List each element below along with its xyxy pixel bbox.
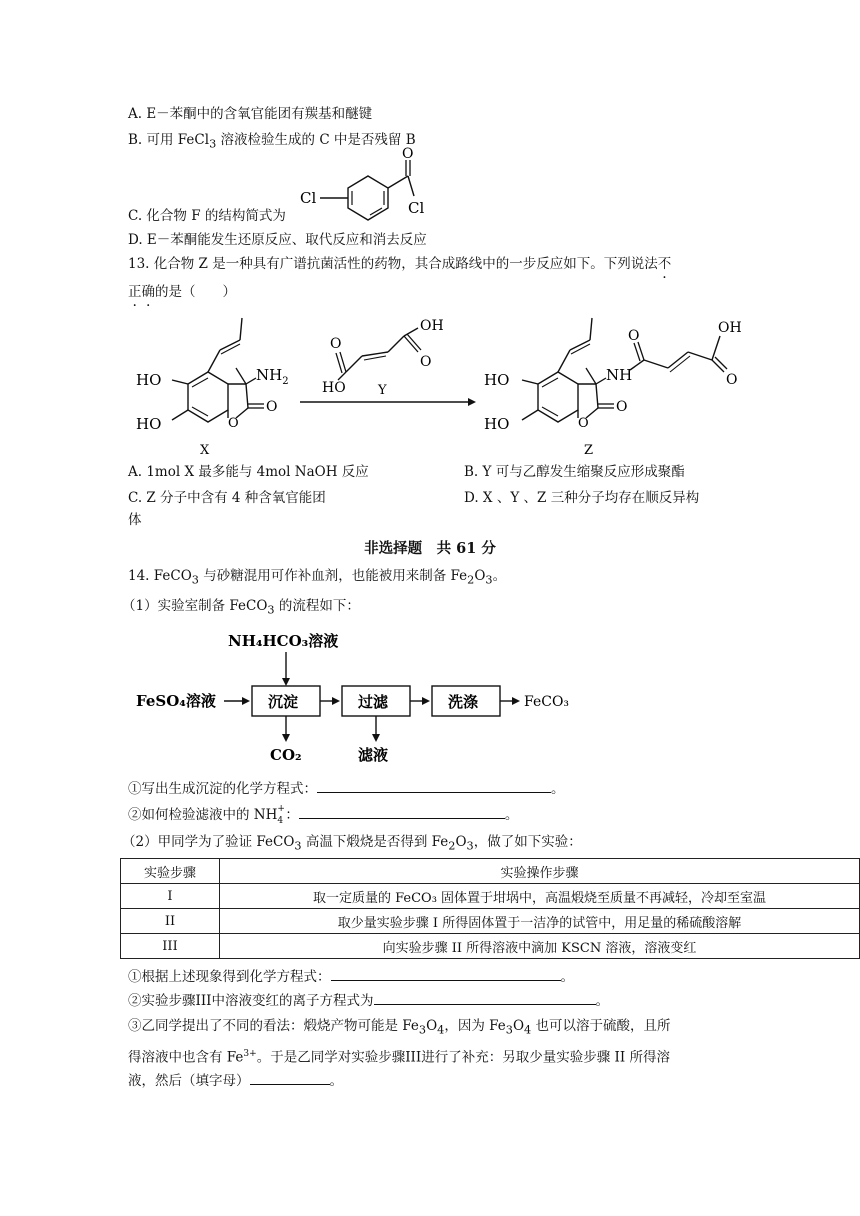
bond xyxy=(338,372,346,380)
table-header: 实验操作步骤 xyxy=(220,859,860,884)
o-label: O xyxy=(228,416,239,431)
box-label: 沉淀 xyxy=(268,693,299,711)
o-label: O xyxy=(330,336,342,352)
q13-option-a: A. 1mol X 最多能与 4mol NaOH 反应 xyxy=(128,464,369,480)
arrowhead xyxy=(332,697,340,705)
text: 。 xyxy=(504,807,519,823)
subscript: 3 xyxy=(505,1023,513,1037)
experiment-table xyxy=(120,858,860,959)
emphasis-char: 正 xyxy=(128,284,142,300)
text: 14. FeCO xyxy=(128,568,192,584)
bond xyxy=(715,357,727,369)
bond xyxy=(172,380,188,384)
ho-label: HO xyxy=(136,371,162,389)
q14-1-2 xyxy=(128,804,518,825)
answer-blank[interactable] xyxy=(331,966,561,981)
ho-label: HO xyxy=(484,371,510,389)
answer-blank[interactable] xyxy=(250,1070,330,1085)
table-header-row xyxy=(121,859,860,884)
q14-part1-intro xyxy=(122,596,360,621)
bond xyxy=(630,360,644,370)
text: 得溶液中也含有 Fe xyxy=(128,1049,244,1066)
text: ②如何检验滤液中的 NH xyxy=(128,807,278,823)
table-header: 实验步骤 xyxy=(121,859,220,884)
subscript: 3 xyxy=(191,573,199,587)
text: O xyxy=(512,1018,525,1034)
text: ③乙同学提出了不同的看法：煅烧产物可能是 Fe xyxy=(128,1018,419,1034)
text: O xyxy=(426,1018,438,1034)
o-label: O xyxy=(726,372,738,388)
answer-blank[interactable] xyxy=(317,778,551,793)
o-label: O xyxy=(628,328,640,344)
q14-1-1 xyxy=(128,778,565,799)
bond xyxy=(246,384,248,408)
subscript: 2 xyxy=(467,573,475,587)
q14-part2-intro xyxy=(122,832,582,857)
table-cell: I xyxy=(121,884,220,909)
flow-diagram xyxy=(128,624,588,770)
cl-label: Cl xyxy=(300,189,317,207)
nh2-label xyxy=(256,366,289,387)
ho-label: HO xyxy=(322,380,346,396)
arrowhead xyxy=(282,678,290,686)
text: ，做了如下实验： xyxy=(473,834,582,850)
q14-2-3-line3 xyxy=(128,1070,343,1091)
bond xyxy=(590,318,592,340)
bond xyxy=(172,410,188,420)
filtrate-label: 滤液 xyxy=(358,746,389,764)
arrowhead xyxy=(468,398,476,406)
text: ②实验步骤III中溶液变红的离子方程式为 xyxy=(128,993,374,1009)
superscript: + xyxy=(277,804,285,814)
o-label: O xyxy=(402,146,414,162)
box-label: 过滤 xyxy=(358,693,389,711)
oh-label: OH xyxy=(420,318,444,334)
q12-option-b xyxy=(128,130,416,155)
q13-stem-text: 13. 化合物 Z 是一种具有广谱抗菌活性的药物，其合成路线中的一步反应如下。下列说法 xyxy=(128,256,658,272)
label-y: Y xyxy=(378,383,387,398)
bond xyxy=(558,350,570,372)
q13-stem-line2 xyxy=(128,282,236,302)
bond xyxy=(712,360,724,372)
label-z: Z xyxy=(584,443,594,458)
text: 。 xyxy=(595,993,609,1009)
text: O xyxy=(474,568,486,584)
text: 。 xyxy=(560,969,574,985)
bond xyxy=(246,378,256,384)
text: 。 xyxy=(492,568,507,584)
bond xyxy=(522,410,538,420)
subscript: 2 xyxy=(282,376,289,387)
subscript: 3 xyxy=(485,573,493,587)
o-label: O xyxy=(616,399,628,415)
text: 高温下煅烧是否得到 Fe xyxy=(301,834,449,850)
bond xyxy=(236,368,246,384)
ho-label: HO xyxy=(484,415,510,433)
arrowhead xyxy=(242,697,250,705)
subscript: 3 xyxy=(294,839,302,853)
bond xyxy=(408,176,414,196)
reagent-label: NH₄HCO₃溶液 xyxy=(228,632,339,650)
reaction-scheme xyxy=(128,312,768,462)
arrowhead xyxy=(512,697,520,705)
table-cell: II xyxy=(121,909,220,934)
arrowhead xyxy=(422,697,430,705)
text: ，因为 Fe xyxy=(444,1018,506,1034)
q13-option-c: C. Z 分子中含有 4 种含氧官能团 xyxy=(128,490,326,506)
bond xyxy=(522,380,538,384)
bond xyxy=(644,360,668,368)
bond xyxy=(388,176,408,188)
cl-label: Cl xyxy=(408,199,425,217)
table-row xyxy=(121,884,860,909)
structure-f xyxy=(290,146,440,226)
subscript: 3 xyxy=(466,839,474,853)
o-label: O xyxy=(578,416,589,431)
bond xyxy=(364,356,386,360)
answer-blank[interactable] xyxy=(374,990,596,1005)
text: O xyxy=(455,834,467,850)
bond xyxy=(208,350,220,372)
benzene-ring xyxy=(348,176,388,220)
o-label: O xyxy=(420,354,432,370)
bond xyxy=(404,328,418,336)
q14-2-3 xyxy=(128,1016,670,1041)
subscript: 2 xyxy=(448,839,456,853)
ring-x xyxy=(188,372,228,422)
subscript: 3 xyxy=(418,1023,427,1037)
emphasis-char: 不 xyxy=(657,256,672,272)
q12-option-d: D. E－苯酮能发生还原反应、取代反应和消去反应 xyxy=(128,232,427,248)
text: 。 xyxy=(551,781,565,797)
q13-stem xyxy=(128,254,671,274)
bond xyxy=(586,368,596,384)
text: （1）实验室制备 FeCO xyxy=(122,598,268,614)
box-label: 洗涤 xyxy=(448,693,479,711)
o-label: O xyxy=(266,399,278,415)
subscript: 4 xyxy=(277,816,284,826)
table-cell: III xyxy=(121,934,220,959)
nh-label: NH xyxy=(606,366,633,384)
molecule-x xyxy=(136,318,289,458)
q14-2-2 xyxy=(128,990,609,1011)
q13-stem-end: 的是（ ） xyxy=(155,284,236,300)
q12-option-c: C. 化合物 F 的结构简式为 xyxy=(128,208,286,224)
q12-option-b-text: B. 可用 FeCl xyxy=(128,132,210,148)
text: 液，然后（填字母） xyxy=(128,1073,250,1089)
input-label: FeSO₄溶液 xyxy=(136,692,216,710)
superscript: 3+ xyxy=(243,1049,257,1059)
arrowhead xyxy=(282,734,290,742)
table-cell: 取一定质量的 FeCO₃ 固体置于坩埚中，高温煅烧至质量不再减轻，冷却至室温 xyxy=(220,884,860,909)
text: （2）甲同学为了验证 FeCO xyxy=(122,834,295,850)
table-row xyxy=(121,909,860,934)
q13-option-b: B. Y 可与乙醇发生缩聚反应形成聚酯 xyxy=(464,464,685,480)
q14-2-1 xyxy=(128,966,574,987)
answer-blank[interactable] xyxy=(299,804,505,819)
molecule-y xyxy=(322,318,444,398)
text: ： xyxy=(285,807,299,823)
text: 的流程如下： xyxy=(274,598,360,614)
bond xyxy=(596,384,598,408)
nh-text: NH xyxy=(256,366,283,384)
bond xyxy=(688,352,712,360)
ring-z xyxy=(538,372,578,422)
subscript: 4 xyxy=(437,1023,445,1037)
text: 与砂糖混用可作补血剂，也能被用来制备 Fe xyxy=(198,568,468,584)
subscript: 3 xyxy=(209,137,217,151)
bond xyxy=(240,318,242,340)
q13-option-d: D. X 、Y 、Z 三种分子均存在顺反异构 xyxy=(464,490,700,506)
text: 也可以溶于硫酸，且所 xyxy=(531,1018,671,1034)
q12-option-a: A. E－苯酮中的含氧官能团有羰基和醚键 xyxy=(128,106,373,122)
oh-label: OH xyxy=(718,320,742,336)
text: ①写出生成沉淀的化学方程式： xyxy=(128,781,317,797)
table-cell: 取少量实验步骤 I 所得固体置于一洁净的试管中，用足量的稀硫酸溶解 xyxy=(220,909,860,934)
q14-stem xyxy=(128,566,506,591)
bond xyxy=(362,352,388,356)
byproduct-label: CO₂ xyxy=(270,746,302,764)
arrowhead xyxy=(372,734,380,742)
molecule-z xyxy=(484,318,742,458)
text: 。 xyxy=(329,1073,343,1089)
subscript: 4 xyxy=(524,1023,532,1037)
bond xyxy=(370,208,382,215)
emphasis-char: 确 xyxy=(141,284,155,300)
subscript: 3 xyxy=(267,603,275,617)
section-heading: 非选择题 共 61 分 xyxy=(364,540,496,557)
output-label: FeCO₃ xyxy=(524,694,570,710)
table-row xyxy=(121,934,860,959)
ho-label: HO xyxy=(136,415,162,433)
bond xyxy=(712,336,720,360)
bond xyxy=(388,336,404,352)
q14-2-3-line2 xyxy=(128,1044,670,1068)
q12-option-b-text2: 溶液检验生成的 C 中是否残留 B xyxy=(216,132,416,148)
text: ①根据上述现象得到化学方程式： xyxy=(128,969,331,985)
label-x: X xyxy=(200,443,210,458)
text: 。于是乙同学对实验步骤III进行了补充：另取少量实验步骤 II 所得溶 xyxy=(256,1049,670,1066)
q13-option-c-wrap: 体 xyxy=(128,512,142,528)
bond xyxy=(596,378,606,384)
table-cell: 向实验步骤 II 所得溶液中滴加 KSCN 溶液，溶液变红 xyxy=(220,934,860,959)
bond xyxy=(346,356,362,372)
